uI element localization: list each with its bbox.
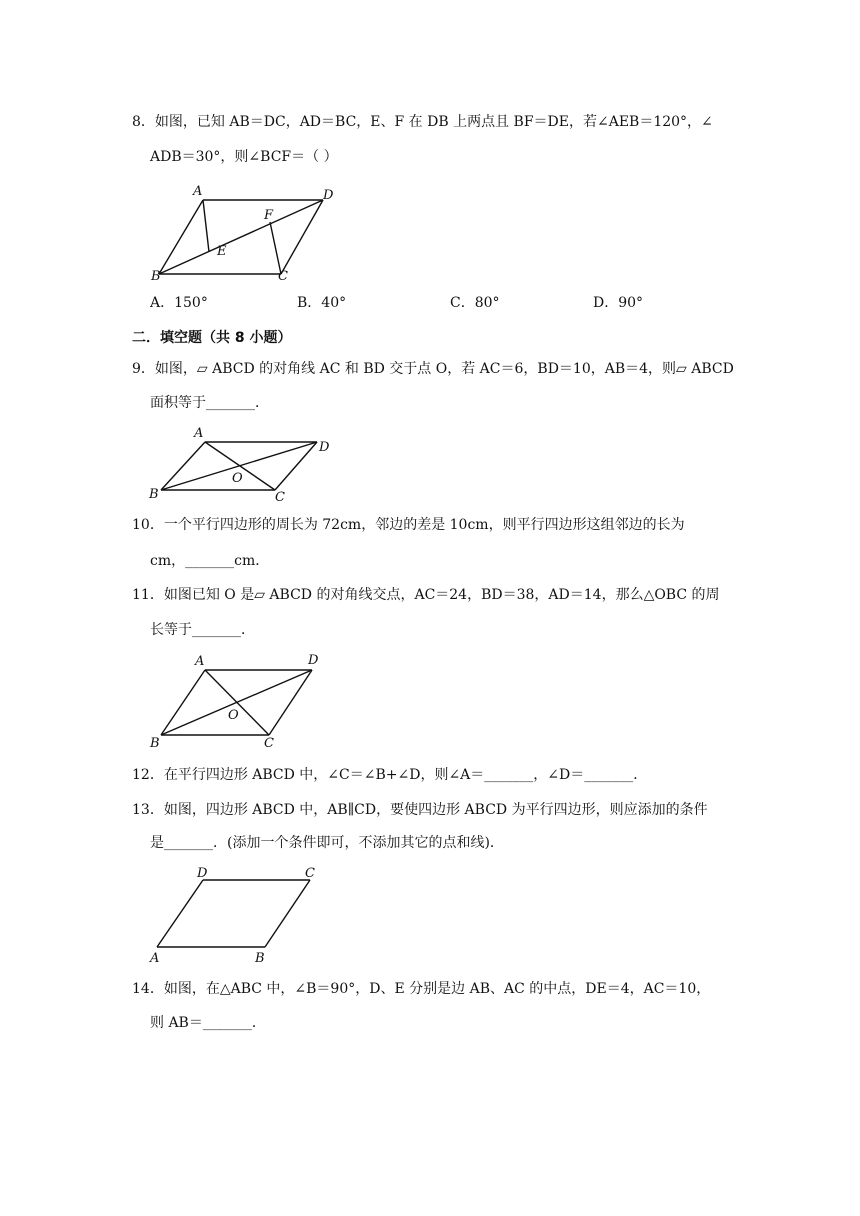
q8-text-line2: ADB＝30°，则∠BCF＝（ ） <box>150 149 338 165</box>
section-title: 二．填空题（共 8 小题） <box>132 330 292 346</box>
q8-option-c: C．80° <box>450 295 500 311</box>
q13-figure <box>145 862 335 967</box>
q13-label-b: B <box>255 951 265 966</box>
q11-label-o: O <box>228 708 239 723</box>
q14-text-line2: 则 AB＝_______． <box>150 1015 266 1031</box>
q8-option-b: B．40° <box>297 295 347 311</box>
q8-label-d: D <box>323 188 334 203</box>
q13-text-line1: 13．如图，四边形 ABCD 中，AB∥CD，要使四边形 ABCD 为平行四边形，则应添加的条件 <box>132 802 708 818</box>
q9-label-o: O <box>232 471 243 486</box>
q11-text-line2: 长等于_______． <box>150 622 255 638</box>
q11-figure <box>145 648 335 753</box>
q14-text-line1: 14．如图，在△ABC 中，∠B＝90°，D、E 分别是边 AB、AC 的中点，DE＝4，AC＝10， <box>132 981 711 997</box>
q13-label-c: C <box>305 866 315 881</box>
q8-option-a: A．150° <box>150 295 208 311</box>
q9-text-line2: 面积等于_______． <box>150 395 269 411</box>
q13-text-line2: 是_______．(添加一个条件即可，不添加其它的点和线)． <box>150 835 504 851</box>
q9-label-b: B <box>149 487 159 502</box>
q10-text-line2: cm，_______cm． <box>150 553 270 569</box>
q8-label-f: F <box>264 208 274 223</box>
q13-label-d: D <box>197 866 208 881</box>
q9-label-c: C <box>275 490 285 505</box>
q13-label-a: A <box>150 951 160 966</box>
q8-option-d: D．90° <box>593 295 644 311</box>
q12-text-line1: 12．在平行四边形 ABCD 中，∠C＝∠B+∠D，则∠A＝_______，∠D＝_______． <box>132 767 648 783</box>
q11-label-a: A <box>195 654 205 669</box>
q11-label-d: D <box>308 653 319 668</box>
q11-text-line1: 11．如图已知 O 是▱ ABCD 的对角线交点，AC＝24，BD＝38，AD＝14，那么△OBC 的周 <box>132 587 720 603</box>
q9-text-line1: 9．如图，▱ ABCD 的对角线 AC 和 BD 交于点 O，若 AC＝6，BD＝10，AB＝4，则▱ ABCD <box>132 361 734 377</box>
q11-label-c: C <box>264 736 274 751</box>
q8-label-a: A <box>193 184 203 199</box>
q8-label-b: B <box>151 269 161 282</box>
q8-figure <box>145 180 345 282</box>
q8-text-line1: 8．如图，已知 AB＝DC，AD＝BC，E、F 在 DB 上两点且 BF＝DE，若∠AEB＝120°，∠ <box>132 114 713 130</box>
q10-text-line1: 10．一个平行四边形的周长为 72cm，邻边的差是 10cm，则平行四边形这组邻边的长为 <box>132 517 685 533</box>
q9-label-a: A <box>194 426 204 441</box>
q9-label-d: D <box>319 440 330 455</box>
q9-figure <box>145 420 345 506</box>
q11-label-b: B <box>150 736 160 751</box>
q8-label-c: C <box>278 269 288 282</box>
q8-label-e: E <box>217 244 227 259</box>
